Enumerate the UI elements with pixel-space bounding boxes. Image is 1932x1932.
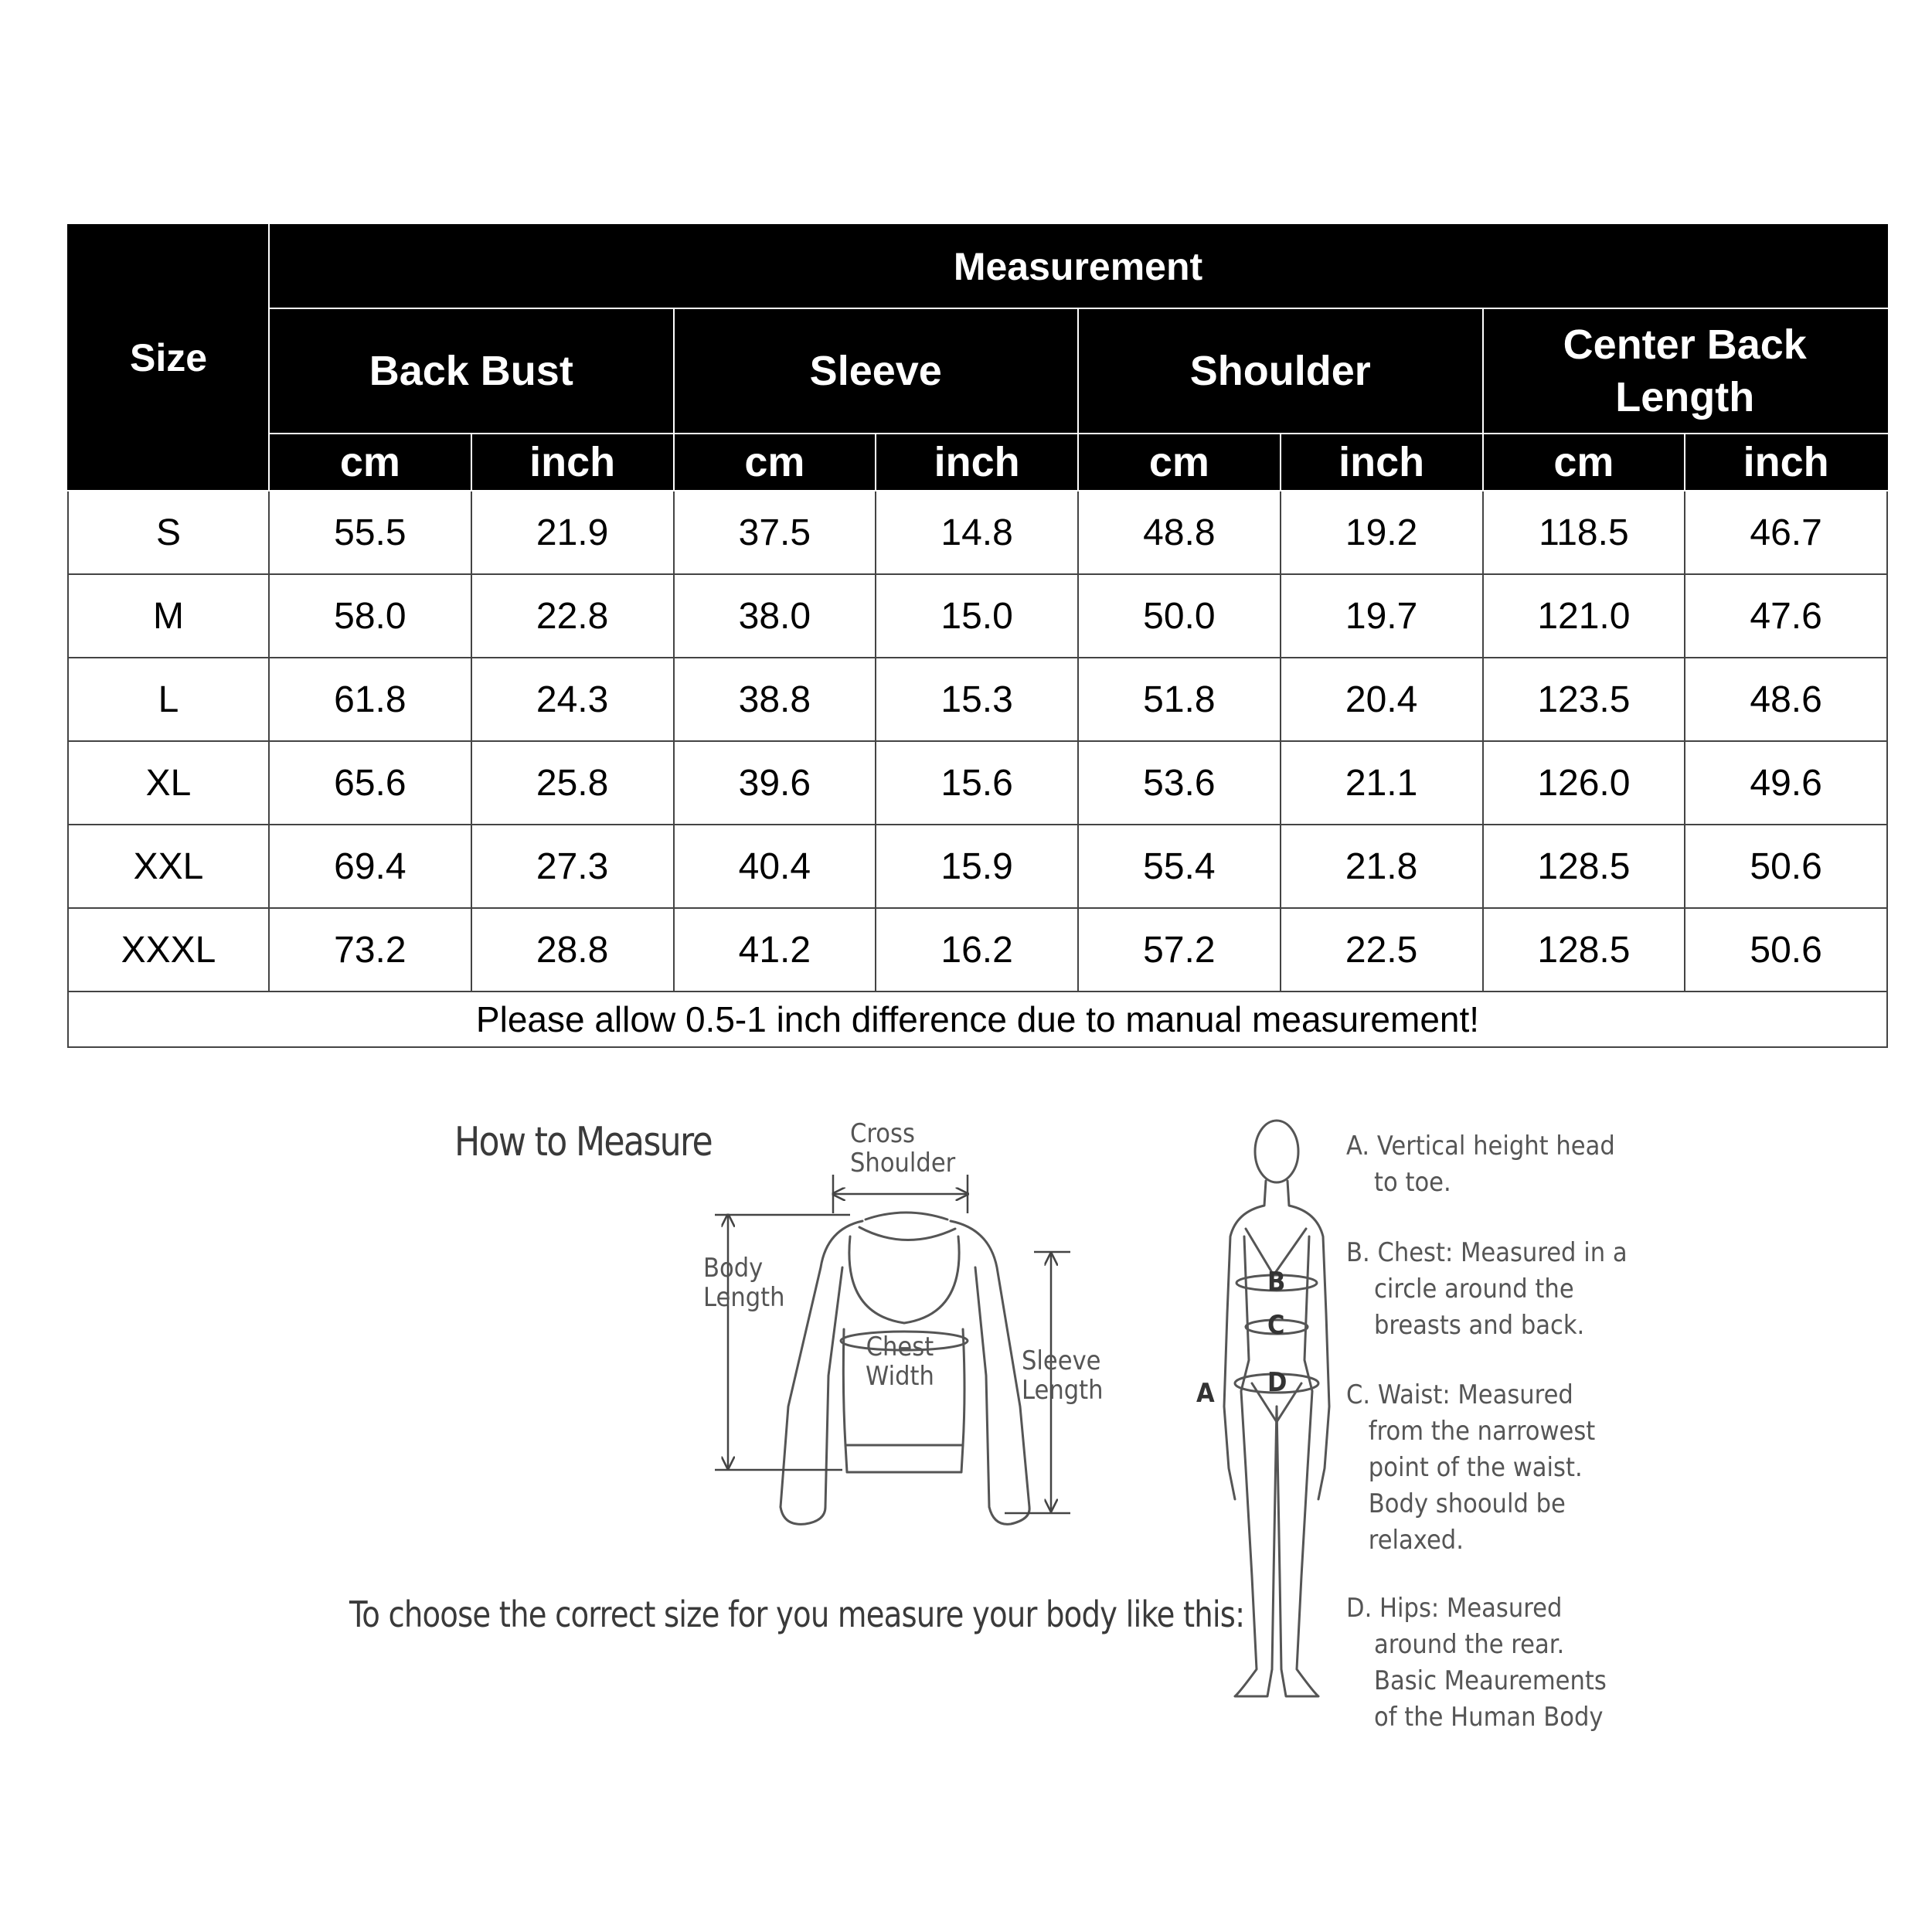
measurement-cell: 14.8 [876, 491, 1078, 574]
note-a-height: A. Vertical height head to toe. [1346, 1131, 1615, 1198]
note-b-chest: B. Chest: Measured in a circle around the breasts and back. [1346, 1237, 1628, 1341]
measurement-cell: 50.6 [1685, 825, 1887, 908]
measurement-cell: 15.3 [876, 658, 1078, 741]
measurement-cell: 69.4 [269, 825, 471, 908]
size-cell: S [68, 491, 269, 574]
measurement-cell: 22.5 [1281, 908, 1483, 992]
measurement-cell: 15.0 [876, 574, 1078, 658]
measurement-cell: 22.8 [471, 574, 674, 658]
measurement-cell: 121.0 [1483, 574, 1685, 658]
unit-header: cm [269, 434, 471, 491]
measurement-cell: 128.5 [1483, 825, 1685, 908]
measurement-cell: 50.0 [1078, 574, 1281, 658]
measurement-cell: 48.6 [1685, 658, 1887, 741]
measurement-cell: 50.6 [1685, 908, 1887, 992]
measurement-cell: 27.3 [471, 825, 674, 908]
measurement-cell: 24.3 [471, 658, 674, 741]
measurement-cell: 48.8 [1078, 491, 1281, 574]
measurement-cell: 40.4 [674, 825, 876, 908]
measurement-cell: 38.0 [674, 574, 876, 658]
measurement-cell: 21.9 [471, 491, 674, 574]
measurement-cell: 126.0 [1483, 741, 1685, 825]
note-c-waist: C. Waist: Measured from the narrowest point of the waist. Body shoould be relaxed. [1346, 1379, 1596, 1556]
measurement-cell: 15.6 [876, 741, 1078, 825]
measurement-cell: 21.8 [1281, 825, 1483, 908]
human-body-diagram-icon [1224, 1121, 1329, 1696]
measurement-cell: 46.7 [1685, 491, 1887, 574]
measurement-cell: 19.2 [1281, 491, 1483, 574]
measurement-cell: 16.2 [876, 908, 1078, 992]
measurement-cell: 47.6 [1685, 574, 1887, 658]
size-column-header: Size [68, 225, 269, 491]
measurement-cell: 21.1 [1281, 741, 1483, 825]
measurement-cell: 61.8 [269, 658, 471, 741]
size-cell: M [68, 574, 269, 658]
measurement-cell: 123.5 [1483, 658, 1685, 741]
measurement-footnote: Please allow 0.5-1 inch difference due to manual measurement! [68, 992, 1887, 1047]
body-marker-b: B [1267, 1267, 1286, 1298]
measurement-cell: 73.2 [269, 908, 471, 992]
chest-width-label: Chest Width [866, 1332, 934, 1392]
body-marker-a: A [1196, 1378, 1215, 1409]
group-header-sleeve: Sleeve [674, 308, 1079, 434]
body-marker-c: C [1267, 1310, 1285, 1341]
how-to-measure-title: How to Measure [454, 1119, 712, 1165]
measurement-cell: 25.8 [471, 741, 674, 825]
measurement-cell: 58.0 [269, 574, 471, 658]
measurement-cell: 118.5 [1483, 491, 1685, 574]
group-header-center-back-length: Center Back Length [1483, 308, 1888, 434]
measurement-cell: 53.6 [1078, 741, 1281, 825]
unit-header: inch [876, 434, 1078, 491]
size-cell: XXL [68, 825, 269, 908]
size-cell: XL [68, 741, 269, 825]
choose-size-instruction: To choose the correct size for you measure your body like this: [349, 1594, 1245, 1635]
unit-header: cm [1483, 434, 1685, 491]
measurement-cell: 65.6 [269, 741, 471, 825]
sleeve-length-label: Sleeve Length [1022, 1345, 1104, 1406]
measurement-cell: 57.2 [1078, 908, 1281, 992]
measurement-cell: 19.7 [1281, 574, 1483, 658]
measurement-cell: 41.2 [674, 908, 876, 992]
measurement-cell: 128.5 [1483, 908, 1685, 992]
measurement-cell: 55.4 [1078, 825, 1281, 908]
measurement-cell: 28.8 [471, 908, 674, 992]
body-marker-d: D [1267, 1367, 1287, 1398]
unit-header: inch [471, 434, 674, 491]
measurement-cell: 38.8 [674, 658, 876, 741]
measurement-cell: 15.9 [876, 825, 1078, 908]
group-header-back-bust: Back Bust [269, 308, 674, 434]
measurement-cell: 49.6 [1685, 741, 1887, 825]
unit-header: inch [1281, 434, 1483, 491]
unit-header: cm [674, 434, 876, 491]
measurement-header: Measurement [269, 225, 1887, 308]
size-cell: L [68, 658, 269, 741]
measurement-cell: 37.5 [674, 491, 876, 574]
measurement-cell: 55.5 [269, 491, 471, 574]
group-header-shoulder: Shoulder [1078, 308, 1483, 434]
unit-header: inch [1685, 434, 1887, 491]
body-length-label: Body Length [703, 1253, 785, 1313]
measurement-cell: 51.8 [1078, 658, 1281, 741]
size-cell: XXXL [68, 908, 269, 992]
measurement-cell: 20.4 [1281, 658, 1483, 741]
unit-header: cm [1078, 434, 1281, 491]
cross-shoulder-label: Cross Shoulder [850, 1118, 956, 1179]
note-d-hips: D. Hips: Measured around the rear. Basic Meaurements of the Human Body [1346, 1593, 1607, 1733]
measurement-cell: 39.6 [674, 741, 876, 825]
